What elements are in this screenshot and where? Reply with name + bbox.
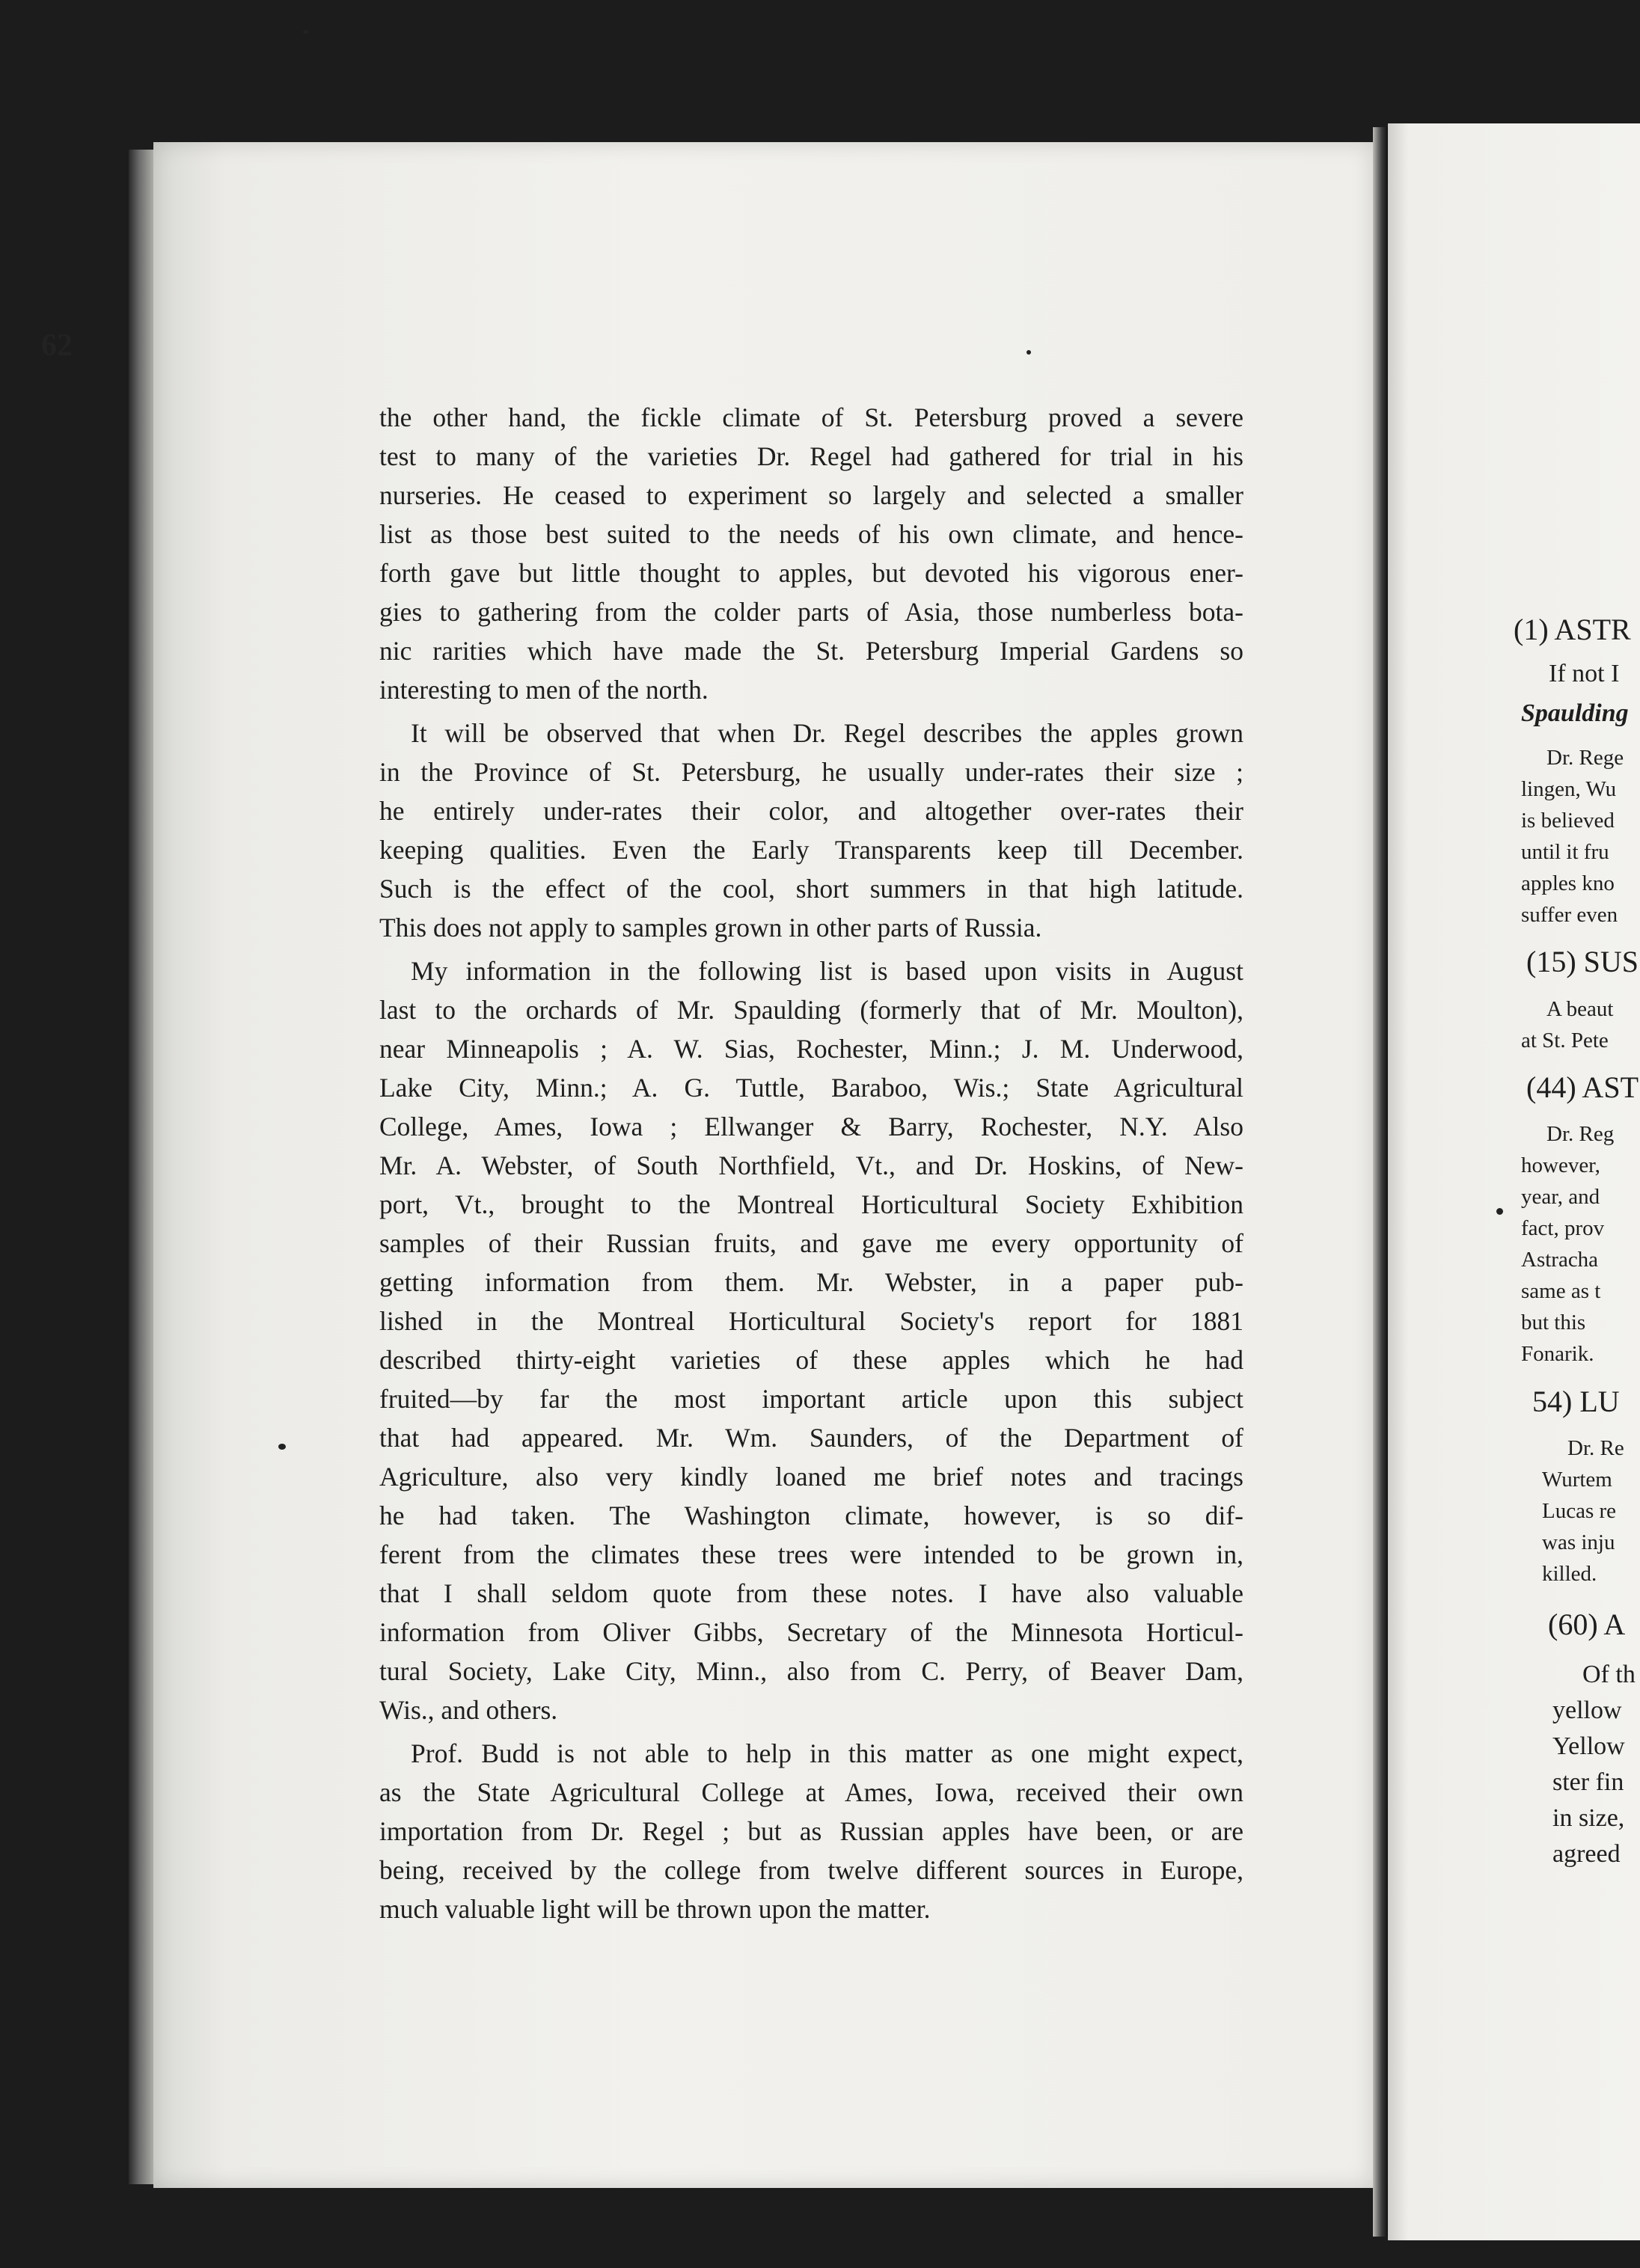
text-line: getting information from them. Mr. Webster, in a paper pub-	[379, 1267, 1243, 1297]
text-line: ferent from the climates these trees were intended to be grown in,	[379, 1539, 1243, 1569]
facing-line: killed.	[1542, 1562, 1597, 1586]
text-line: much valuable light will be thrown upon the matter.	[379, 1894, 931, 1924]
facing-line: Fonarik.	[1521, 1342, 1594, 1366]
facing-line: Dr. Reg	[1546, 1122, 1615, 1146]
text-line: as the State Agricultural College at Ames, Iowa, received their own	[379, 1777, 1243, 1807]
text-line: test to many of the varieties Dr. Regel had gathered for trial in his	[379, 441, 1243, 471]
text-line: Mr. A. Webster, of South Northfield, Vt., and Dr. Hoskins, of New-	[379, 1150, 1243, 1180]
facing-page-text	[1388, 0, 1640, 2268]
text-line: that I shall seldom quote from these notes. I have also valuable	[379, 1578, 1243, 1608]
facing-heading: (15) SUS	[1526, 945, 1639, 978]
facing-line: is believed	[1521, 809, 1615, 833]
facing-line: Lucas re	[1542, 1499, 1617, 1523]
facing-line: ster fin	[1552, 1768, 1624, 1796]
text-line: samples of their Russian fruits, and gave me every opportunity of	[379, 1228, 1243, 1258]
facing-line: Spaulding	[1521, 699, 1629, 727]
text-line: Lake City, Minn.; A. G. Tuttle, Baraboo, Wis.; State Agricultural	[379, 1073, 1243, 1103]
facing-heading: (1) ASTR	[1514, 613, 1631, 646]
text-line: nic rarities which have made the St. Petersburg Imperial Gardens so	[379, 636, 1243, 666]
facing-line: A beaut	[1546, 997, 1614, 1021]
text-line: being, received by the college from twelve different sources in Europe,	[379, 1855, 1243, 1885]
text-line: keeping qualities. Even the Early Transparents keep till December.	[379, 835, 1243, 865]
text-line: Agriculture, also very kindly loaned me brief notes and tracings	[379, 1462, 1243, 1492]
text-line: forth gave but little thought to apples, but devoted his vigorous ener-	[379, 558, 1243, 588]
text-line: that had appeared. Mr. Wm. Saunders, of the Department of	[379, 1423, 1243, 1453]
text-line: Prof. Budd is not able to help in this matter as one might expect,	[411, 1738, 1243, 1768]
facing-line: suffer even	[1521, 903, 1618, 927]
facing-line: but this	[1521, 1311, 1586, 1334]
text-line: tural Society, Lake City, Minn., also from C. Perry, of Beaver Dam,	[379, 1656, 1243, 1686]
facing-line: Yellow	[1552, 1732, 1625, 1760]
facing-heading: 54) LU	[1532, 1385, 1620, 1418]
text-line: Such is the effect of the cool, short summers in that high latitude.	[379, 874, 1243, 904]
facing-line: year, and	[1521, 1185, 1600, 1209]
paragraph	[379, 714, 1243, 947]
facing-line: was inju	[1542, 1530, 1615, 1554]
text-line: nurseries. He ceased to experiment so largely and selected a smaller	[379, 480, 1243, 510]
facing-line: If not I	[1549, 660, 1620, 687]
facing-line: however,	[1521, 1153, 1600, 1177]
text-line: near Minneapolis ; A. W. Sias, Rochester, Minn.; J. M. Underwood,	[379, 1034, 1243, 1064]
text-line: This does not apply to samples grown in other parts of Russia.	[379, 913, 1042, 943]
page-body	[379, 398, 1243, 1933]
text-line: Wis., and others.	[379, 1695, 558, 1725]
paragraph	[379, 951, 1243, 1729]
text-line: he entirely under-rates their color, and altogether over-rates their	[379, 796, 1243, 826]
facing-line: at St. Pete	[1521, 1029, 1609, 1052]
book-gutter	[1373, 127, 1388, 2237]
page-number: 62	[41, 328, 73, 363]
facing-line: agreed	[1552, 1840, 1621, 1868]
facing-line: apples kno	[1521, 871, 1615, 895]
dust-speck	[303, 30, 309, 34]
facing-line: Dr. Rege	[1546, 746, 1624, 770]
text-line: the other hand, the fickle climate of St. Petersburg proved a severe	[379, 402, 1243, 432]
text-line: described thirty-eight varieties of these apples which he had	[379, 1345, 1243, 1375]
text-line: gies to gathering from the colder parts of Asia, those numberless bota-	[379, 597, 1243, 627]
facing-line: same as t	[1521, 1279, 1601, 1303]
text-line: port, Vt., brought to the Montreal Horticultural Society Exhibition	[379, 1189, 1243, 1219]
text-line: importation from Dr. Regel ; but as Russian apples have been, or are	[379, 1816, 1243, 1846]
facing-line: Of th	[1582, 1661, 1636, 1688]
text-line: My information in the following list is based upon visits in August	[411, 956, 1243, 986]
text-line: information from Oliver Gibbs, Secretary of the Minnesota Horticul-	[379, 1617, 1243, 1647]
text-line: College, Ames, Iowa ; Ellwanger & Barry, Rochester, N.Y. Also	[379, 1112, 1243, 1141]
facing-line: yellow	[1552, 1697, 1622, 1724]
text-line: he had taken. The Washington climate, however, is so dif-	[379, 1501, 1243, 1530]
dust-speck	[278, 1444, 286, 1450]
facing-heading: (44) AST	[1526, 1070, 1639, 1104]
text-line: last to the orchards of Mr. Spaulding (formerly that of Mr. Moulton),	[379, 995, 1243, 1025]
facing-line: in size,	[1552, 1804, 1625, 1832]
facing-line: until it fru	[1521, 840, 1609, 864]
facing-line: Dr. Re	[1567, 1436, 1624, 1460]
text-line: It will be observed that when Dr. Regel describes the apples grown	[411, 718, 1243, 748]
facing-heading: (60) A	[1548, 1607, 1626, 1641]
paragraph	[379, 398, 1243, 709]
text-line: fruited—by far the most important article upon this subject	[379, 1384, 1243, 1414]
text-line: interesting to men of the north.	[379, 675, 709, 705]
facing-line: fact, prov	[1521, 1216, 1605, 1240]
facing-line: lingen, Wu	[1521, 777, 1617, 801]
text-line: list as those best suited to the needs of his own climate, and hence-	[379, 519, 1243, 549]
text-line: in the Province of St. Petersburg, he usually under-rates their size ;	[379, 757, 1243, 787]
text-line: lished in the Montreal Horticultural Society's report for 1881	[379, 1306, 1243, 1336]
facing-line: Wurtem	[1542, 1468, 1612, 1492]
facing-line: Astracha	[1521, 1248, 1599, 1272]
paragraph	[379, 1734, 1243, 1928]
